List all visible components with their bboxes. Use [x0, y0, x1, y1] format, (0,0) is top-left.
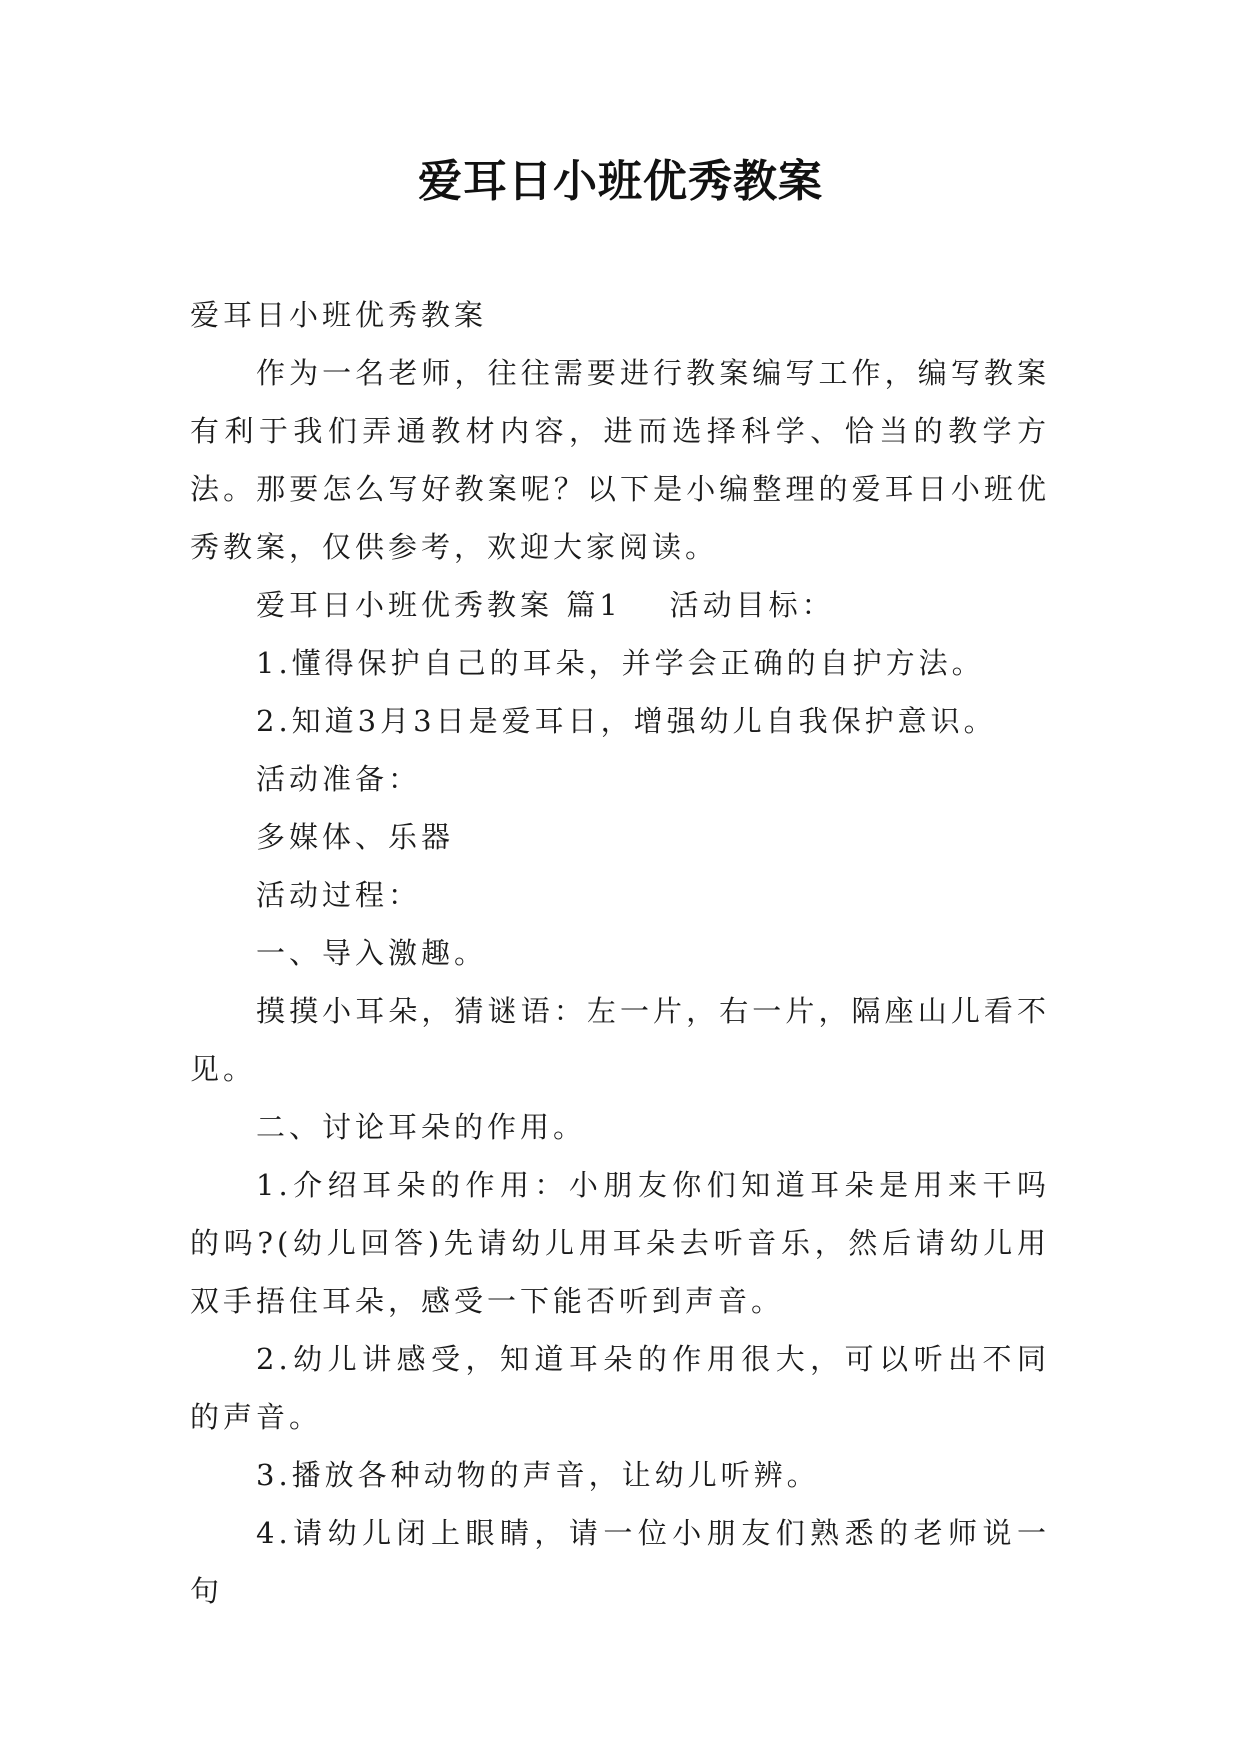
paragraph-prep-heading: 活动准备： — [256, 762, 422, 796]
paragraph-goal-2: 2.知道3月3日是爱耳日，增强幼儿自我保护意识。 — [256, 704, 997, 738]
section-heading: 爱耳日小班优秀教案 篇1 — [256, 588, 622, 622]
paragraph-animal-sounds: 3.播放各种动物的声音，让幼儿听辨。 — [256, 1458, 820, 1492]
paragraph-goal-1: 1.懂得保护自己的耳朵，并学会正确的自护方法。 — [256, 646, 985, 680]
paragraph-step-1: 一、导入激趣。 — [256, 936, 488, 970]
paragraph-intro: 作为一名老师，往往需要进行教案编写工作，编写教案有利于我们弄通教材内容，进而选择科学、恰当的教学方法。那要怎么写好教案呢？以下是小编整理的爱耳日小班优秀教案，仅供参考，欢迎大家阅读。 — [190, 356, 1050, 564]
paragraph-process-heading: 活动过程： — [256, 878, 422, 912]
section-subheading: 活动目标： — [669, 588, 835, 622]
paragraph-prep-items: 多媒体、乐器 — [256, 820, 455, 854]
paragraph-close-eyes: 4.请幼儿闭上眼睛，请一位小朋友们熟悉的老师说一句 — [190, 1516, 1050, 1608]
paragraph-step-2: 二、讨论耳朵的作用。 — [256, 1110, 587, 1144]
paragraph-riddle: 摸摸小耳朵，猜谜语：左一片，右一片，隔座山儿看不见。 — [190, 994, 1050, 1086]
document-body — [190, 286, 1050, 1620]
document-title: 爱耳日小班优秀教案 — [418, 156, 823, 207]
section-heading-line — [190, 576, 1050, 634]
paragraph-ear-function: 1.介绍耳朵的作用：小朋友你们知道耳朵是用来干吗的吗?(幼儿回答)先请幼儿用耳朵去听音乐，然后请幼儿用双手捂住耳朵，感受一下能否听到声音。 — [190, 1168, 1050, 1318]
paragraph-subtitle: 爱耳日小班优秀教案 — [190, 298, 488, 332]
paragraph-feelings: 2.幼儿讲感受，知道耳朵的作用很大，可以听出不同的声音。 — [190, 1342, 1050, 1434]
